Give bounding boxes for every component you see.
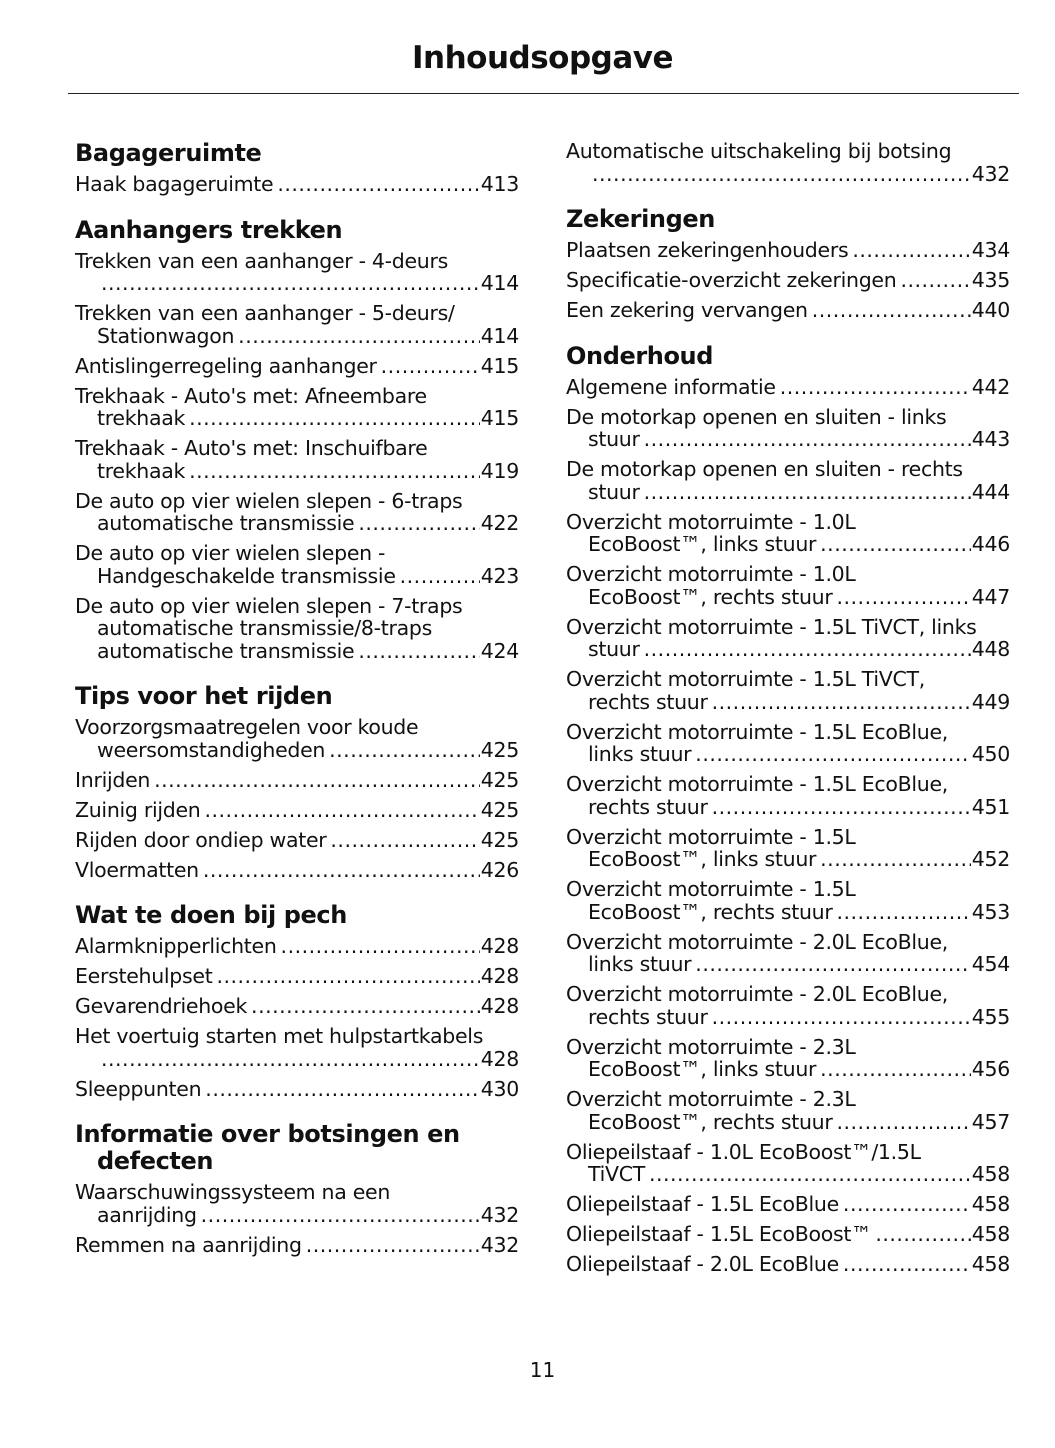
entry-page-number: 428 (480, 964, 519, 988)
dot-leader (644, 638, 971, 661)
entry-text: weersomstandigheden (97, 737, 326, 762)
toc-entry[interactable] (566, 668, 1010, 713)
toc-entry[interactable] (566, 983, 1010, 1028)
entry-page-number: 426 (480, 857, 519, 882)
entry-text: stuur (588, 637, 640, 661)
toc-entry[interactable] (566, 511, 1010, 556)
toc-entry[interactable] (75, 1078, 519, 1101)
entry-text: Inrijden (75, 767, 151, 792)
entry-page-number: 455 (971, 1004, 1010, 1029)
toc-entry[interactable] (566, 458, 1010, 503)
dot-leader (843, 1193, 971, 1216)
toc-section (566, 140, 1010, 185)
entry-page-number: 443 (971, 427, 1010, 451)
toc-entry[interactable] (75, 355, 519, 378)
dot-leader (281, 935, 480, 958)
entry-text: Overzicht motorruimte - 1.5L (566, 824, 856, 849)
dot-leader (101, 272, 480, 295)
section-title: Tips voor het rijden (75, 682, 333, 710)
entry-text: Overzicht motorruimte - 2.3L (566, 1034, 856, 1059)
entry-text: De auto op vier wielen slepen - 7-traps (75, 593, 463, 618)
toc-entry[interactable] (566, 1253, 1010, 1276)
entry-page-number: 458 (971, 1222, 1010, 1246)
dot-leader (900, 269, 970, 292)
dot-leader (154, 769, 480, 792)
entry-page-number: 453 (971, 899, 1010, 924)
entry-text: Overzicht motorruimte - 1.5L TiVCT, (566, 667, 925, 691)
entry-text: Automatische uitschakeling bij botsing (566, 139, 952, 163)
entry-text: stuur (588, 427, 640, 451)
entry-text: EcoBoost™, links stuur (588, 847, 817, 871)
entry-page-number: 414 (480, 271, 519, 295)
dot-leader (306, 1234, 480, 1257)
entry-text: De motorkap openen en sluiten - links (566, 404, 947, 429)
dot-leader (644, 481, 971, 504)
toc-entry[interactable] (75, 250, 519, 295)
dot-leader (780, 376, 971, 399)
dot-leader (205, 799, 480, 822)
entry-text: Gevarendriehoek (75, 994, 248, 1018)
dot-leader (852, 239, 970, 262)
toc-entry[interactable] (75, 385, 519, 430)
entry-page-number: 442 (971, 374, 1010, 399)
section-title: Wat te doen bij pech (75, 901, 347, 929)
entry-text: Waarschuwingssysteem na een (75, 1180, 391, 1204)
dot-leader (400, 565, 480, 588)
entry-page-number: 425 (480, 827, 519, 852)
entry-text: EcoBoost™, links stuur (588, 532, 817, 556)
dot-leader (251, 995, 480, 1018)
toc-entry[interactable] (75, 859, 519, 882)
entry-page-number: 449 (971, 689, 1010, 714)
entry-text: Alarmknipperlichten (75, 934, 277, 958)
toc-section (75, 217, 519, 663)
entry-page-number: 446 (971, 532, 1010, 556)
entry-text: aanrijding (97, 1202, 197, 1227)
entry-text: Rijden door ondiep water (75, 827, 327, 852)
toc-entry[interactable] (566, 1036, 1010, 1081)
dot-leader (592, 163, 971, 186)
entry-text: EcoBoost™, rechts stuur (588, 1109, 833, 1134)
entry-text: rechts stuur (588, 689, 708, 714)
entry-page-number: 458 (971, 1162, 1010, 1186)
entry-text: Vloermatten (75, 857, 199, 882)
entry-text: links stuur (588, 742, 692, 766)
entry-text: Het voertuig starten met hulpstartkabels (75, 1024, 484, 1048)
entry-text: links stuur (588, 952, 692, 976)
entry-page-number: 424 (480, 638, 519, 663)
entry-text: Algemene informatie (566, 374, 776, 399)
toc-entry[interactable] (75, 595, 519, 663)
entry-page-number: 413 (480, 172, 519, 196)
toc-entry[interactable] (75, 542, 519, 587)
toc-entry[interactable] (566, 616, 1010, 661)
entry-text: automatische transmissie (97, 638, 355, 663)
toc-entry[interactable] (566, 140, 1010, 185)
entry-text: trekhaak (97, 458, 186, 483)
toc-entry[interactable] (566, 563, 1010, 608)
entry-page-number: 432 (480, 1232, 519, 1257)
toc-entry[interactable] (75, 437, 519, 482)
dot-leader (820, 1058, 971, 1081)
entry-page-number: 447 (971, 584, 1010, 609)
toc-entry[interactable] (566, 878, 1010, 923)
toc-entry[interactable] (566, 826, 1010, 871)
entry-text: Overzicht motorruimte - 1.5L (566, 877, 856, 901)
dot-leader (712, 796, 971, 819)
entry-text: Overzicht motorruimte - 2.0L EcoBlue, (566, 929, 948, 954)
toc-entry[interactable] (566, 299, 1010, 322)
entry-text: Trekhaak - Auto's met: Inschuifbare (75, 436, 428, 460)
entry-page-number: 425 (480, 737, 519, 762)
dot-leader (837, 901, 971, 924)
entry-text: Overzicht motorruimte - 1.0L (566, 509, 856, 534)
entry-text: De motorkap openen en sluiten - rechts (566, 457, 963, 481)
toc-section (566, 343, 1010, 1276)
entry-page-number: 430 (480, 1076, 519, 1101)
entry-page-number: 423 (480, 563, 519, 588)
entry-text: Oliepeilstaaf - 2.0L EcoBlue (566, 1252, 839, 1276)
toc-entry[interactable] (75, 995, 519, 1018)
toc-entry[interactable] (75, 799, 519, 822)
dot-leader (358, 640, 479, 663)
dot-leader (649, 1163, 971, 1186)
entry-page-number: 432 (480, 1202, 519, 1227)
entry-page-number: 444 (971, 479, 1010, 504)
dot-leader (875, 1223, 970, 1246)
entry-text: automatische transmissie/8-traps (97, 616, 432, 640)
entry-text: Remmen na aanrijding (75, 1232, 302, 1257)
entry-page-number: 454 (971, 952, 1010, 976)
dot-leader (189, 460, 480, 483)
dot-leader (203, 859, 480, 882)
section-title: Aanhangers trekken (75, 215, 343, 244)
dot-leader (843, 1253, 971, 1276)
entry-page-number: 414 (480, 323, 519, 348)
toc-section (75, 1121, 519, 1256)
entry-page-number: 434 (971, 238, 1010, 262)
entry-page-number: 422 (480, 511, 519, 535)
entry-text: Stationwagon (97, 323, 235, 348)
dot-leader (329, 739, 480, 762)
entry-text: Trekken van een aanhanger - 4-deurs (75, 248, 448, 273)
entry-page-number: 458 (971, 1252, 1010, 1276)
entry-text: Overzicht motorruimte - 2.0L EcoBlue, (566, 982, 948, 1006)
entry-text: Oliepeilstaaf - 1.0L EcoBoost™/1.5L (566, 1139, 921, 1164)
dot-leader (101, 1048, 480, 1071)
toc-entry[interactable] (75, 490, 519, 535)
toc-entry[interactable] (566, 406, 1010, 451)
entry-page-number: 432 (971, 161, 1010, 186)
toc-entry[interactable] (566, 376, 1010, 399)
entry-text: Eerstehulpset (75, 964, 213, 988)
dot-leader (812, 299, 971, 322)
entry-text: De auto op vier wielen slepen - (75, 541, 386, 565)
dot-leader (644, 428, 971, 451)
dot-leader (820, 848, 971, 871)
entry-text: rechts stuur (588, 1004, 708, 1029)
toc-entry[interactable] (566, 1193, 1010, 1216)
entry-page-number: 435 (971, 268, 1010, 292)
dot-leader (712, 691, 971, 714)
entry-text: trekhaak (97, 406, 186, 430)
section-title: Onderhoud (566, 341, 714, 370)
entry-text: Overzicht motorruimte - 2.3L (566, 1087, 856, 1111)
entry-text: Trekhaak - Auto's met: Afneembare (75, 383, 427, 408)
entry-page-number: 440 (971, 298, 1010, 322)
toc-right-column (566, 140, 1010, 1283)
entry-text: automatische transmissie (97, 511, 355, 535)
entry-text: Oliepeilstaaf - 1.5L EcoBoost™ (566, 1222, 872, 1246)
entry-text: EcoBoost™, rechts stuur (588, 899, 833, 924)
toc-entry[interactable] (75, 935, 519, 958)
toc-section (75, 902, 519, 1100)
entry-text: Een zekering vervangen (566, 298, 808, 322)
toc-entry[interactable] (75, 716, 519, 761)
entry-text: Haak bagageruimte (75, 172, 274, 196)
toc-entry[interactable] (75, 1234, 519, 1257)
dot-leader (837, 586, 971, 609)
toc-entry[interactable] (75, 173, 519, 196)
dot-leader (695, 743, 970, 766)
dot-leader (837, 1111, 971, 1134)
entry-page-number: 428 (480, 934, 519, 958)
entry-page-number: 428 (480, 1046, 519, 1071)
entry-page-number: 425 (480, 797, 519, 822)
entry-page-number: 451 (971, 794, 1010, 819)
toc-entry[interactable] (75, 1025, 519, 1070)
entry-text: Voorzorgsmaatregelen voor koude (75, 715, 419, 739)
entry-page-number: 457 (971, 1109, 1010, 1134)
entry-page-number: 425 (480, 767, 519, 792)
toc-entry[interactable] (566, 773, 1010, 818)
entry-text: Overzicht motorruimte - 1.5L EcoBlue, (566, 719, 948, 744)
entry-text: EcoBoost™, rechts stuur (588, 584, 833, 609)
entry-text: Oliepeilstaaf - 1.5L EcoBlue (566, 1192, 839, 1216)
dot-leader (381, 355, 480, 378)
section-title: Bagageruimte (75, 139, 262, 167)
toc-entry[interactable] (75, 302, 519, 347)
toc-entry[interactable] (75, 829, 519, 852)
entry-text: Overzicht motorruimte - 1.5L TiVCT, links (566, 614, 977, 639)
dot-leader (712, 1006, 971, 1029)
toc-entry[interactable] (566, 721, 1010, 766)
toc-entry[interactable] (566, 1088, 1010, 1133)
entry-page-number: 448 (971, 637, 1010, 661)
entry-text: TiVCT (588, 1162, 645, 1186)
entry-text: Trekken van een aanhanger - 5-deurs/ (75, 301, 455, 325)
toc-entry[interactable] (566, 239, 1010, 262)
dot-leader (205, 1078, 479, 1101)
toc-entry[interactable] (566, 1141, 1010, 1186)
entry-text: EcoBoost™, links stuur (588, 1057, 817, 1081)
entry-text: Specificatie-overzicht zekeringen (566, 268, 897, 292)
entry-text: Plaatsen zekeringenhouders (566, 238, 849, 262)
page-number: 11 (529, 1358, 556, 1382)
entry-page-number: 450 (971, 742, 1010, 766)
entry-page-number: 415 (480, 353, 519, 378)
dot-leader (358, 512, 479, 535)
section-title: Informatie over botsingen en defecten (75, 1120, 460, 1175)
toc-entry[interactable] (566, 931, 1010, 976)
entry-page-number: 428 (480, 994, 519, 1018)
entry-text: stuur (588, 479, 640, 504)
entry-text: Overzicht motorruimte - 1.5L EcoBlue, (566, 772, 948, 796)
toc-entry[interactable] (75, 965, 519, 988)
entry-page-number: 458 (971, 1192, 1010, 1216)
dot-leader (277, 173, 479, 196)
dot-leader (201, 1204, 480, 1227)
toc-entry[interactable] (75, 769, 519, 792)
page-title: Inhoudsopgave (411, 40, 673, 76)
toc-entry[interactable] (566, 1223, 1010, 1246)
section-title: Zekeringen (566, 205, 715, 233)
entry-page-number: 452 (971, 847, 1010, 871)
entry-text: Zuinig rijden (75, 797, 201, 822)
entry-text: Antislingerregeling aanhanger (75, 353, 377, 378)
toc-section (75, 683, 519, 881)
dot-leader (189, 407, 480, 430)
entry-text: Sleeppunten (75, 1076, 202, 1101)
toc-left-column (75, 140, 519, 1264)
entry-page-number: 456 (971, 1057, 1010, 1081)
entry-text: Overzicht motorruimte - 1.0L (566, 562, 856, 586)
dot-leader (695, 953, 970, 976)
dot-leader (216, 965, 479, 988)
header-divider (68, 93, 1019, 94)
entry-text: De auto op vier wielen slepen - 6-traps (75, 488, 463, 513)
toc-entry[interactable] (75, 1181, 519, 1226)
toc-section (75, 140, 519, 196)
entry-page-number: 415 (480, 406, 519, 430)
entry-page-number: 419 (480, 458, 519, 483)
entry-text: Handgeschakelde transmissie (97, 563, 396, 588)
dot-leader (330, 829, 479, 852)
dot-leader (238, 325, 480, 348)
toc-section (566, 206, 1010, 322)
toc-entry[interactable] (566, 269, 1010, 292)
dot-leader (820, 533, 971, 556)
entry-text: rechts stuur (588, 794, 708, 819)
